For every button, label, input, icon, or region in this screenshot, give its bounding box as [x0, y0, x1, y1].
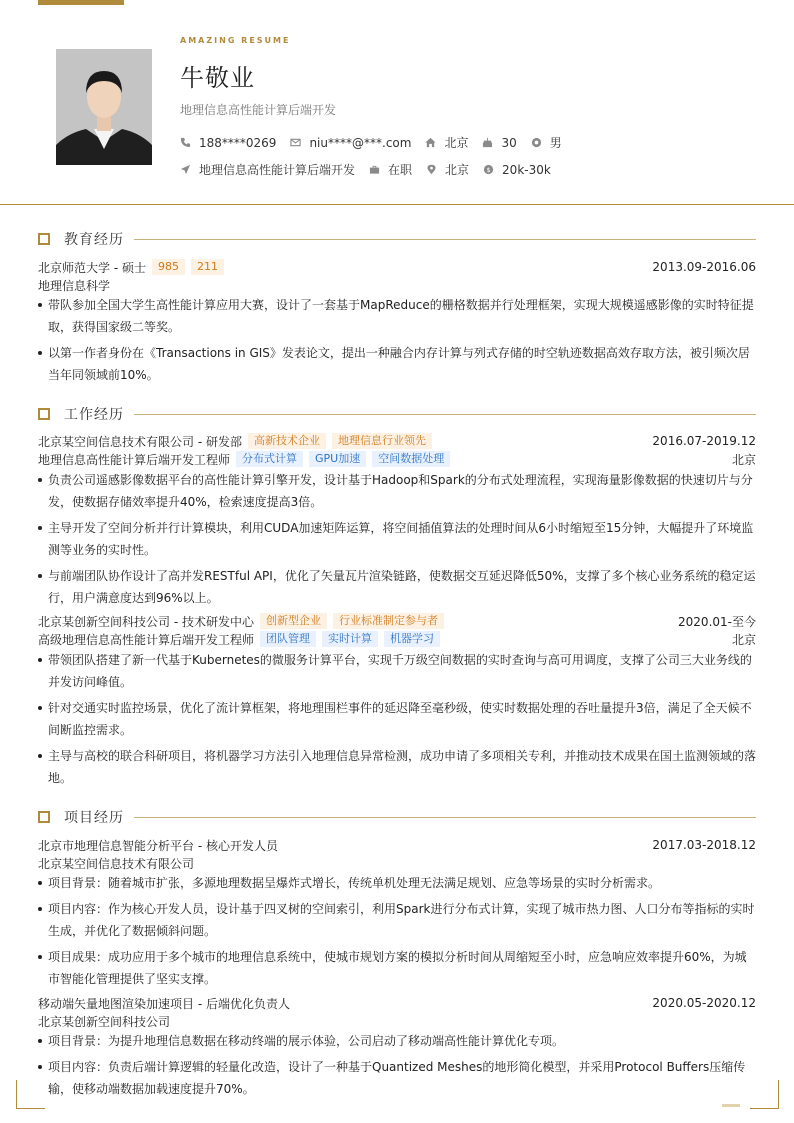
bullet-text: 负责公司遥感影像数据平台的高性能计算引擎开发，设计基于Hadoop和Spark的分布式处理流程，实现海量影像数据的快速切片与分发，使数据存储效率提升40%，检索速度提高3倍。 — [48, 473, 753, 509]
work-title: 工作经历 — [64, 407, 124, 423]
company-tag: 创新型企业 — [260, 613, 327, 629]
school-tag: 211 — [191, 259, 224, 275]
status-item — [369, 161, 412, 178]
profile-photo — [56, 49, 152, 165]
role-tag: 分布式计算 — [236, 451, 303, 467]
email-text: niu****@***.com — [309, 135, 412, 150]
project-row — [38, 994, 756, 1012]
list-item — [38, 469, 756, 513]
role-tag: 空间数据处理 — [372, 451, 450, 467]
section-line — [134, 817, 756, 818]
project-org: 北京某空间信息技术有限公司 — [38, 856, 195, 871]
target-city-text: 北京 — [445, 163, 470, 177]
send-icon — [180, 164, 191, 175]
job-city: 北京 — [731, 632, 756, 647]
target-job-item — [180, 161, 355, 178]
target-city-item — [426, 161, 469, 178]
list-item — [38, 649, 756, 693]
bullet-text: 带领团队搭建了新一代基于Kubernetes的微服务计算平台，实现千万级空间数据的实时查询与高可用调度，支撑了公司三大业务线的并发访问峰值。 — [48, 653, 752, 689]
list-item — [38, 1056, 756, 1100]
gender-icon — [531, 137, 542, 148]
list-item — [38, 294, 756, 338]
email-item — [290, 136, 411, 150]
gender-item — [531, 134, 562, 151]
job-date: 2016.07-2019.12 — [652, 434, 756, 448]
education-title: 教育经历 — [64, 232, 124, 248]
section-line — [134, 414, 756, 415]
company-tag: 地理信息行业领先 — [332, 433, 432, 449]
location-icon — [426, 164, 437, 175]
bullet-text: 项目背景：随着城市扩张，多源地理数据呈爆炸式增长，传统单机处理无法满足规划、应急等场景的实时分析需求。 — [48, 876, 661, 890]
project-org-row — [38, 854, 756, 872]
job-role: 高级地理信息高性能计算后端开发工程师 — [38, 632, 255, 647]
phone-text: 188****0269 — [199, 135, 277, 150]
project-row — [38, 836, 756, 854]
major-name: 地理信息科学 — [38, 278, 111, 293]
job-company-row — [38, 432, 756, 450]
project-org: 北京某创新空间科技公司 — [38, 1014, 171, 1029]
mail-icon — [290, 137, 301, 148]
bullet-text: 项目成果：成功应用于多个城市的地理信息系统中，使城市规划方案的模拟分析时间从周缩短至小时，应急响应效率提升60%，为城市智能化管理提供了坚实支撑。 — [48, 950, 747, 986]
job-role-row — [38, 450, 756, 468]
list-item — [38, 898, 756, 942]
section-square-icon — [38, 811, 50, 823]
company-tag: 高新技术企业 — [248, 433, 326, 449]
hometown-item — [425, 134, 468, 151]
bullet-text: 针对交通实时监控场景，优化了流计算框架，将地理围栏事件的延迟降至毫秒级，使实时数据处理的吞吐量提升3倍，满足了全天候不间断监控需求。 — [48, 701, 752, 737]
bullet-text: 主导开发了空间分析并行计算模块，利用CUDA加速矩阵运算，将空间插值算法的处理时间从6小时缩短至15分钟，大幅提升了环境监测等业务的实时性。 — [48, 521, 754, 557]
major-row — [38, 276, 756, 294]
list-item — [38, 872, 756, 894]
section-square-icon — [38, 233, 50, 245]
company-name: 北京某空间信息技术有限公司 - 研发部 — [38, 434, 242, 449]
corner-decoration — [16, 1080, 45, 1109]
project-date: 2017.03-2018.12 — [652, 838, 756, 852]
work-section-header — [38, 406, 756, 422]
candidate-name: 牛敬业 — [180, 64, 255, 92]
hometown-text: 北京 — [444, 136, 469, 150]
company-name: 北京某创新空间科技公司 - 技术研发中心 — [38, 614, 254, 629]
phone-item — [180, 136, 276, 150]
top-accent-bar — [38, 0, 124, 5]
contact-row-1 — [180, 134, 576, 151]
school-tag: 985 — [152, 259, 185, 275]
education-section-header — [38, 231, 756, 247]
cake-icon — [482, 137, 493, 148]
salary-item — [483, 163, 551, 177]
role-tag: 机器学习 — [384, 631, 440, 647]
education-row — [38, 258, 756, 276]
bullet-text: 以第一作者身份在《Transactions in GIS》发表论文，提出一种融合内存计算与列式存储的时空轨迹数据高效存取方法，被引频次居当年同领域前10%。 — [48, 346, 750, 382]
header-divider — [0, 204, 794, 205]
role-tag: 实时计算 — [322, 631, 378, 647]
briefcase-icon — [369, 164, 380, 175]
project-name: 北京市地理信息智能分析平台 - 核心开发人员 — [38, 838, 278, 853]
bullet-text: 与前端团队协作设计了高并发RESTful API，优化了矢量瓦片渲染链路，使数据交互延迟降低50%，支撑了多个核心业务系统的稳定运行，用户满意度达到96%以上。 — [48, 569, 756, 605]
project-org-row — [38, 1012, 756, 1030]
project-name: 移动端矢量地图渲染加速项目 - 后端优化负责人 — [38, 996, 290, 1011]
list-item — [38, 565, 756, 609]
company-tag: 行业标准制定参与者 — [333, 613, 444, 629]
section-line — [134, 239, 756, 240]
home-icon — [425, 137, 436, 148]
job-city: 北京 — [731, 452, 756, 467]
list-item — [38, 697, 756, 741]
list-item — [38, 946, 756, 990]
bullet-text: 项目内容：负责后端计算逻辑的轻量化改造，设计了一种基于Quantized Meshes的地形简化模型，并采用Protocol Buffers压缩传输，使移动端数据加载速度提升70%。 — [48, 1060, 746, 1096]
job-company-row — [38, 612, 756, 630]
bottom-accent-dash — [722, 1104, 740, 1107]
section-square-icon — [38, 408, 50, 420]
bullet-text: 项目背景：为提升地理信息数据在移动终端的展示体验，公司启动了移动端高性能计算优化专项。 — [48, 1034, 565, 1048]
bullet-text: 主导与高校的联合科研项目，将机器学习方法引入地理信息异常检测，成功申请了多项相关专利，并推动技术成果在国土监测领域的落地。 — [48, 749, 757, 785]
brand-label: AMAZING RESUME — [180, 36, 291, 45]
contact-row-2 — [180, 161, 565, 178]
target-job-text: 地理信息高性能计算后端开发 — [199, 163, 356, 177]
corner-decoration — [750, 1080, 779, 1109]
list-item — [38, 517, 756, 561]
bullet-text: 带队参加全国大学生高性能计算应用大赛，设计了一套基于MapReduce的栅格数据并行处理框架，实现大规模遥感影像的实时特征提取，获得国家级二等奖。 — [48, 298, 754, 334]
project-section-header — [38, 809, 756, 825]
salary-text: 20k-30k — [502, 162, 551, 177]
project-date: 2020.05-2020.12 — [652, 996, 756, 1010]
status-text: 在职 — [388, 163, 413, 177]
project-title: 项目经历 — [64, 810, 124, 826]
job-date: 2020.01-至今 — [678, 614, 756, 629]
svg-text:$: $ — [486, 165, 491, 174]
role-tag: 团队管理 — [260, 631, 316, 647]
education-date: 2013.09-2016.06 — [652, 260, 756, 274]
role-tag: GPU加速 — [309, 451, 366, 467]
job-role-row — [38, 630, 756, 648]
phone-icon — [180, 137, 191, 148]
age-item — [482, 136, 516, 150]
gender-text: 男 — [549, 136, 562, 150]
age-text: 30 — [501, 135, 517, 150]
list-item — [38, 745, 756, 789]
list-item — [38, 342, 756, 386]
job-role: 地理信息高性能计算后端开发工程师 — [38, 452, 231, 467]
candidate-subtitle: 地理信息高性能计算后端开发 — [180, 103, 337, 117]
school-name: 北京师范大学 - 硕士 — [38, 260, 146, 275]
bullet-text: 项目内容：作为核心开发人员，设计基于四叉树的空间索引，利用Spark进行分布式计算，实现了城市热力图、人口分布等指标的实时生成，并优化了数据倾斜问题。 — [48, 902, 755, 938]
money-icon — [483, 164, 494, 175]
list-item — [38, 1030, 756, 1052]
